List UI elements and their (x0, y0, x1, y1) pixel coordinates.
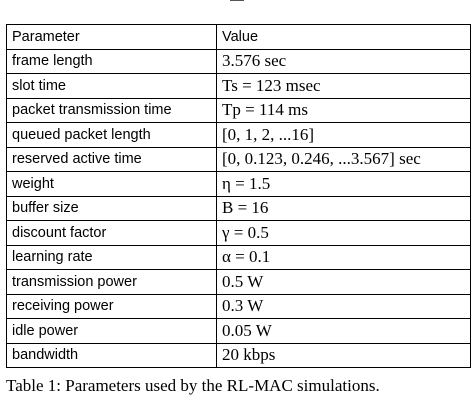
parameter-cell: reserved active time (7, 147, 217, 172)
parameter-cell: slot time (7, 74, 217, 99)
value-cell: 0.5 W (217, 270, 471, 295)
table-row (7, 123, 471, 148)
table-caption: Table 1: Parameters used by the RL-MAC simulations. (6, 376, 380, 395)
value-cell: 0.05 W (217, 319, 471, 344)
table-row (7, 74, 471, 99)
value-cell: α = 0.1 (217, 245, 471, 270)
cropped-page-mark (230, 0, 244, 5)
parameter-cell: buffer size (7, 196, 217, 221)
table-header-row (7, 25, 471, 50)
table-row (7, 294, 471, 319)
table-row (7, 245, 471, 270)
value-cell: 0.3 W (217, 294, 471, 319)
table-row (7, 270, 471, 295)
table-row (7, 49, 471, 74)
parameter-cell: idle power (7, 319, 217, 344)
parameter-cell: discount factor (7, 221, 217, 246)
value-cell: B = 16 (217, 196, 471, 221)
parameter-cell: frame length (7, 49, 217, 74)
value-column-header: Value (217, 25, 471, 50)
value-cell: γ = 0.5 (217, 221, 471, 246)
value-cell: [0, 0.123, 0.246, ...3.567] sec (217, 147, 471, 172)
parameter-cell: packet transmission time (7, 98, 217, 123)
table-row (7, 319, 471, 344)
parameter-cell: bandwidth (7, 343, 217, 368)
table-row (7, 343, 471, 368)
value-cell: Ts = 123 msec (217, 74, 471, 99)
parameter-cell: queued packet length (7, 123, 217, 148)
parameter-cell: transmission power (7, 270, 217, 295)
parameter-column-header: Parameter (7, 25, 217, 50)
table-row (7, 196, 471, 221)
table-row (7, 172, 471, 197)
parameter-cell: receiving power (7, 294, 217, 319)
value-cell: [0, 1, 2, ...16] (217, 123, 471, 148)
value-cell: Tp = 114 ms (217, 98, 471, 123)
value-cell: η = 1.5 (217, 172, 471, 197)
value-cell: 3.576 sec (217, 49, 471, 74)
table-row (7, 98, 471, 123)
parameters-table (6, 24, 471, 368)
parameter-cell: learning rate (7, 245, 217, 270)
parameter-cell: weight (7, 172, 217, 197)
table-row (7, 221, 471, 246)
value-cell: 20 kbps (217, 343, 471, 368)
table-row (7, 147, 471, 172)
